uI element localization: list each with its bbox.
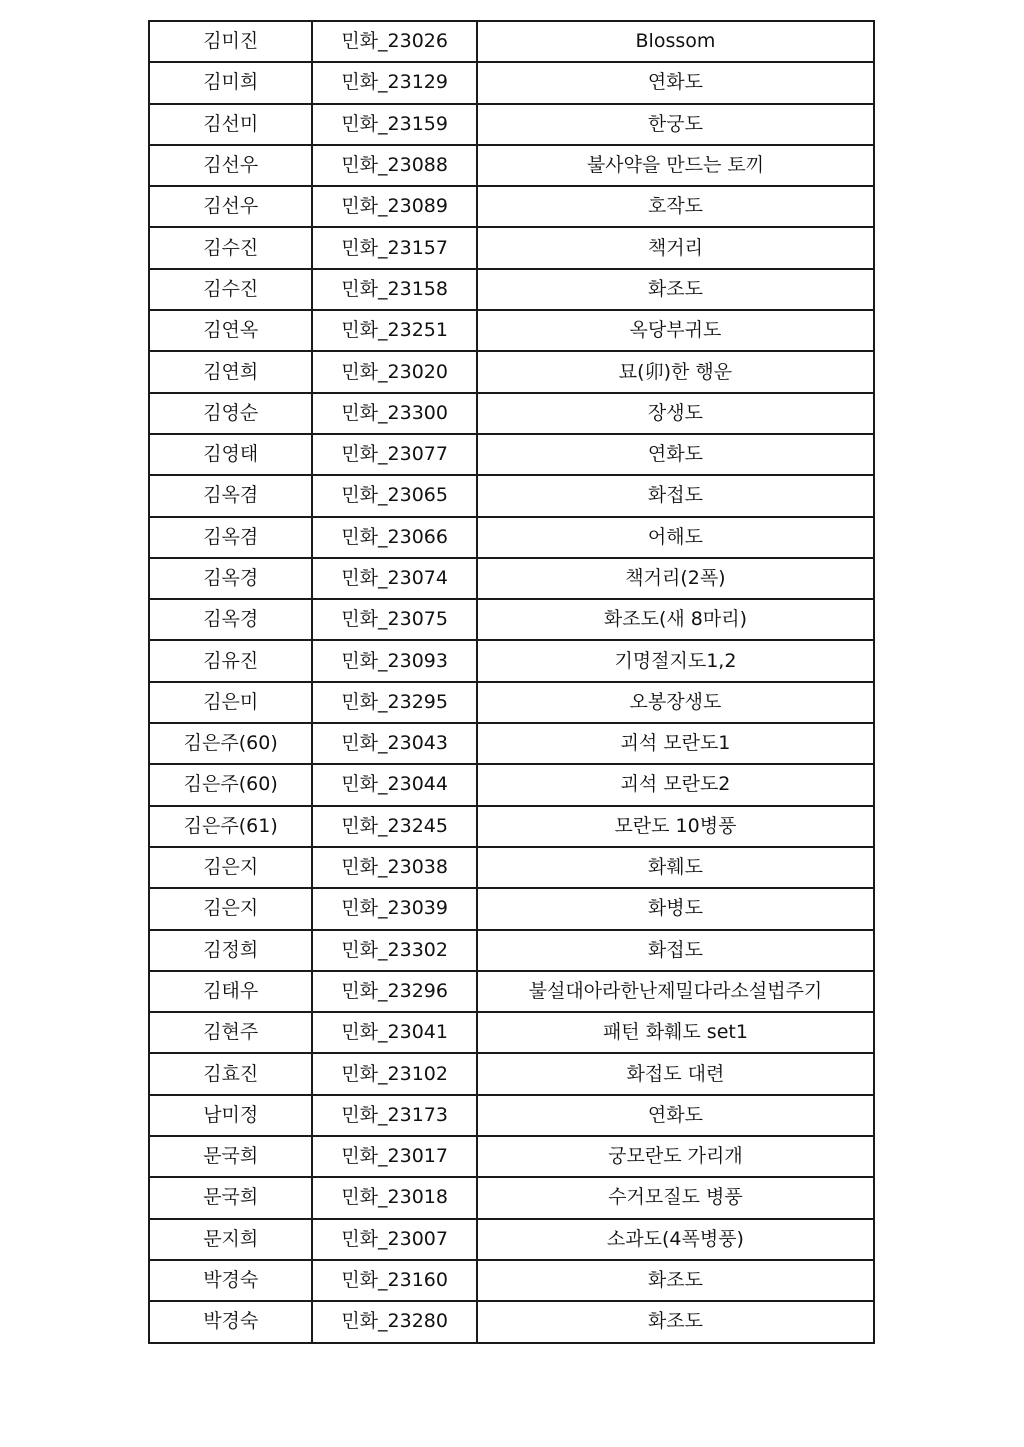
entry-code-cell: 민화_23074: [312, 558, 476, 599]
table-row: [149, 640, 874, 681]
artist-name-cell: 문지희: [149, 1219, 312, 1260]
entry-code-cell: 민화_23065: [312, 475, 476, 516]
table-row: [149, 971, 874, 1012]
artist-name-cell: 김미희: [149, 62, 312, 103]
artist-name-cell: 김은미: [149, 682, 312, 723]
table-row: [149, 723, 874, 764]
artwork-title-cell: 장생도: [477, 393, 874, 434]
entry-code-cell: 민화_23043: [312, 723, 476, 764]
artist-name-cell: 김태우: [149, 971, 312, 1012]
table-row: [149, 806, 874, 847]
entry-code-cell: 민화_23075: [312, 599, 476, 640]
artwork-title-cell: Blossom: [477, 21, 874, 62]
table-row: [149, 1053, 874, 1094]
entry-code-cell: 민화_23129: [312, 62, 476, 103]
artwork-title-cell: 연화도: [477, 1095, 874, 1136]
entry-code-cell: 민화_23093: [312, 640, 476, 681]
artwork-title-cell: 화접도: [477, 475, 874, 516]
table-row: [149, 62, 874, 103]
table-row: [149, 599, 874, 640]
entry-code-cell: 민화_23044: [312, 764, 476, 805]
artist-name-cell: 김연희: [149, 351, 312, 392]
artist-name-cell: 김옥겸: [149, 475, 312, 516]
entry-code-cell: 민화_23041: [312, 1012, 476, 1053]
entry-code-cell: 민화_23159: [312, 104, 476, 145]
entry-code-cell: 민화_23077: [312, 434, 476, 475]
artwork-title-cell: 연화도: [477, 62, 874, 103]
entry-code-cell: 민화_23280: [312, 1301, 476, 1342]
artist-name-cell: 김은주(61): [149, 806, 312, 847]
artwork-title-cell: 묘(卯)한 행운: [477, 351, 874, 392]
artwork-title-cell: 옥당부귀도: [477, 310, 874, 351]
artist-name-cell: 남미정: [149, 1095, 312, 1136]
artwork-title-cell: 괴석 모란도1: [477, 723, 874, 764]
artwork-title-cell: 화조도: [477, 1260, 874, 1301]
entry-code-cell: 민화_23018: [312, 1177, 476, 1218]
artwork-title-cell: 기명절지도1,2: [477, 640, 874, 681]
table-row: [149, 21, 874, 62]
entry-code-cell: 민화_23302: [312, 930, 476, 971]
table-row: [149, 682, 874, 723]
entry-code-cell: 민화_23173: [312, 1095, 476, 1136]
table-row: [149, 227, 874, 268]
entry-code-cell: 민화_23007: [312, 1219, 476, 1260]
artist-name-cell: 김영태: [149, 434, 312, 475]
artwork-title-cell: 모란도 10병풍: [477, 806, 874, 847]
artwork-title-cell: 불설대아라한난제밀다라소설법주기: [477, 971, 874, 1012]
table-row: [149, 1012, 874, 1053]
artist-name-cell: 김선우: [149, 186, 312, 227]
artwork-title-cell: 괴석 모란도2: [477, 764, 874, 805]
artist-name-cell: 김은지: [149, 888, 312, 929]
table-row: [149, 517, 874, 558]
artist-name-cell: 김영순: [149, 393, 312, 434]
table-row: [149, 434, 874, 475]
artwork-title-cell: 화조도: [477, 1301, 874, 1342]
table-row: [149, 104, 874, 145]
entry-code-cell: 민화_23158: [312, 269, 476, 310]
artist-name-cell: 김현주: [149, 1012, 312, 1053]
entry-code-cell: 민화_23066: [312, 517, 476, 558]
table-row: [149, 888, 874, 929]
table-row: [149, 930, 874, 971]
table-row: [149, 764, 874, 805]
artwork-title-cell: 수거모질도 병풍: [477, 1177, 874, 1218]
artwork-title-cell: 책거리: [477, 227, 874, 268]
artist-name-cell: 김미진: [149, 21, 312, 62]
artist-name-cell: 김정희: [149, 930, 312, 971]
artist-name-cell: 김연옥: [149, 310, 312, 351]
artwork-title-cell: 호작도: [477, 186, 874, 227]
table-row: [149, 310, 874, 351]
entry-code-cell: 민화_23157: [312, 227, 476, 268]
entry-table: [148, 20, 875, 1344]
artist-name-cell: 박경숙: [149, 1301, 312, 1342]
entry-code-cell: 민화_23039: [312, 888, 476, 929]
artwork-title-cell: 화훼도: [477, 847, 874, 888]
table-row: [149, 351, 874, 392]
artwork-title-cell: 화조도: [477, 269, 874, 310]
artist-name-cell: 김수진: [149, 269, 312, 310]
artist-name-cell: 김은지: [149, 847, 312, 888]
table-row: [149, 1301, 874, 1342]
entry-code-cell: 민화_23017: [312, 1136, 476, 1177]
artwork-title-cell: 오봉장생도: [477, 682, 874, 723]
artist-name-cell: 김옥경: [149, 558, 312, 599]
artist-name-cell: 박경숙: [149, 1260, 312, 1301]
entry-code-cell: 민화_23295: [312, 682, 476, 723]
entry-code-cell: 민화_23300: [312, 393, 476, 434]
table-row: [149, 1177, 874, 1218]
entry-code-cell: 민화_23089: [312, 186, 476, 227]
artwork-title-cell: 패턴 화훼도 set1: [477, 1012, 874, 1053]
artist-name-cell: 문국희: [149, 1177, 312, 1218]
entry-code-cell: 민화_23296: [312, 971, 476, 1012]
entry-code-cell: 민화_23020: [312, 351, 476, 392]
artwork-title-cell: 어해도: [477, 517, 874, 558]
entry-code-cell: 민화_23088: [312, 145, 476, 186]
artwork-title-cell: 한궁도: [477, 104, 874, 145]
entry-code-cell: 민화_23251: [312, 310, 476, 351]
entry-code-cell: 민화_23245: [312, 806, 476, 847]
entry-table-body: [149, 21, 874, 1343]
artwork-title-cell: 화병도: [477, 888, 874, 929]
artwork-title-cell: 화접도: [477, 930, 874, 971]
artwork-title-cell: 궁모란도 가리개: [477, 1136, 874, 1177]
table-row: [149, 145, 874, 186]
table-row: [149, 558, 874, 599]
table-row: [149, 475, 874, 516]
table-row: [149, 1260, 874, 1301]
entry-code-cell: 민화_23160: [312, 1260, 476, 1301]
artist-name-cell: 김유진: [149, 640, 312, 681]
artist-name-cell: 김수진: [149, 227, 312, 268]
entry-code-cell: 민화_23102: [312, 1053, 476, 1094]
artwork-title-cell: 불사약을 만드는 토끼: [477, 145, 874, 186]
artist-name-cell: 문국희: [149, 1136, 312, 1177]
table-row: [149, 847, 874, 888]
table-row: [149, 269, 874, 310]
artist-name-cell: 김옥겸: [149, 517, 312, 558]
artwork-title-cell: 화조도(새 8마리): [477, 599, 874, 640]
table-row: [149, 1219, 874, 1260]
entry-code-cell: 민화_23038: [312, 847, 476, 888]
artwork-title-cell: 연화도: [477, 434, 874, 475]
entry-code-cell: 민화_23026: [312, 21, 476, 62]
table-row: [149, 186, 874, 227]
artwork-title-cell: 화접도 대련: [477, 1053, 874, 1094]
artist-name-cell: 김선미: [149, 104, 312, 145]
artist-name-cell: 김선우: [149, 145, 312, 186]
artist-name-cell: 김은주(60): [149, 723, 312, 764]
artwork-title-cell: 소과도(4폭병풍): [477, 1219, 874, 1260]
table-row: [149, 1136, 874, 1177]
table-row: [149, 393, 874, 434]
artist-name-cell: 김옥경: [149, 599, 312, 640]
table-row: [149, 1095, 874, 1136]
artist-name-cell: 김효진: [149, 1053, 312, 1094]
artist-name-cell: 김은주(60): [149, 764, 312, 805]
artwork-title-cell: 책거리(2폭): [477, 558, 874, 599]
